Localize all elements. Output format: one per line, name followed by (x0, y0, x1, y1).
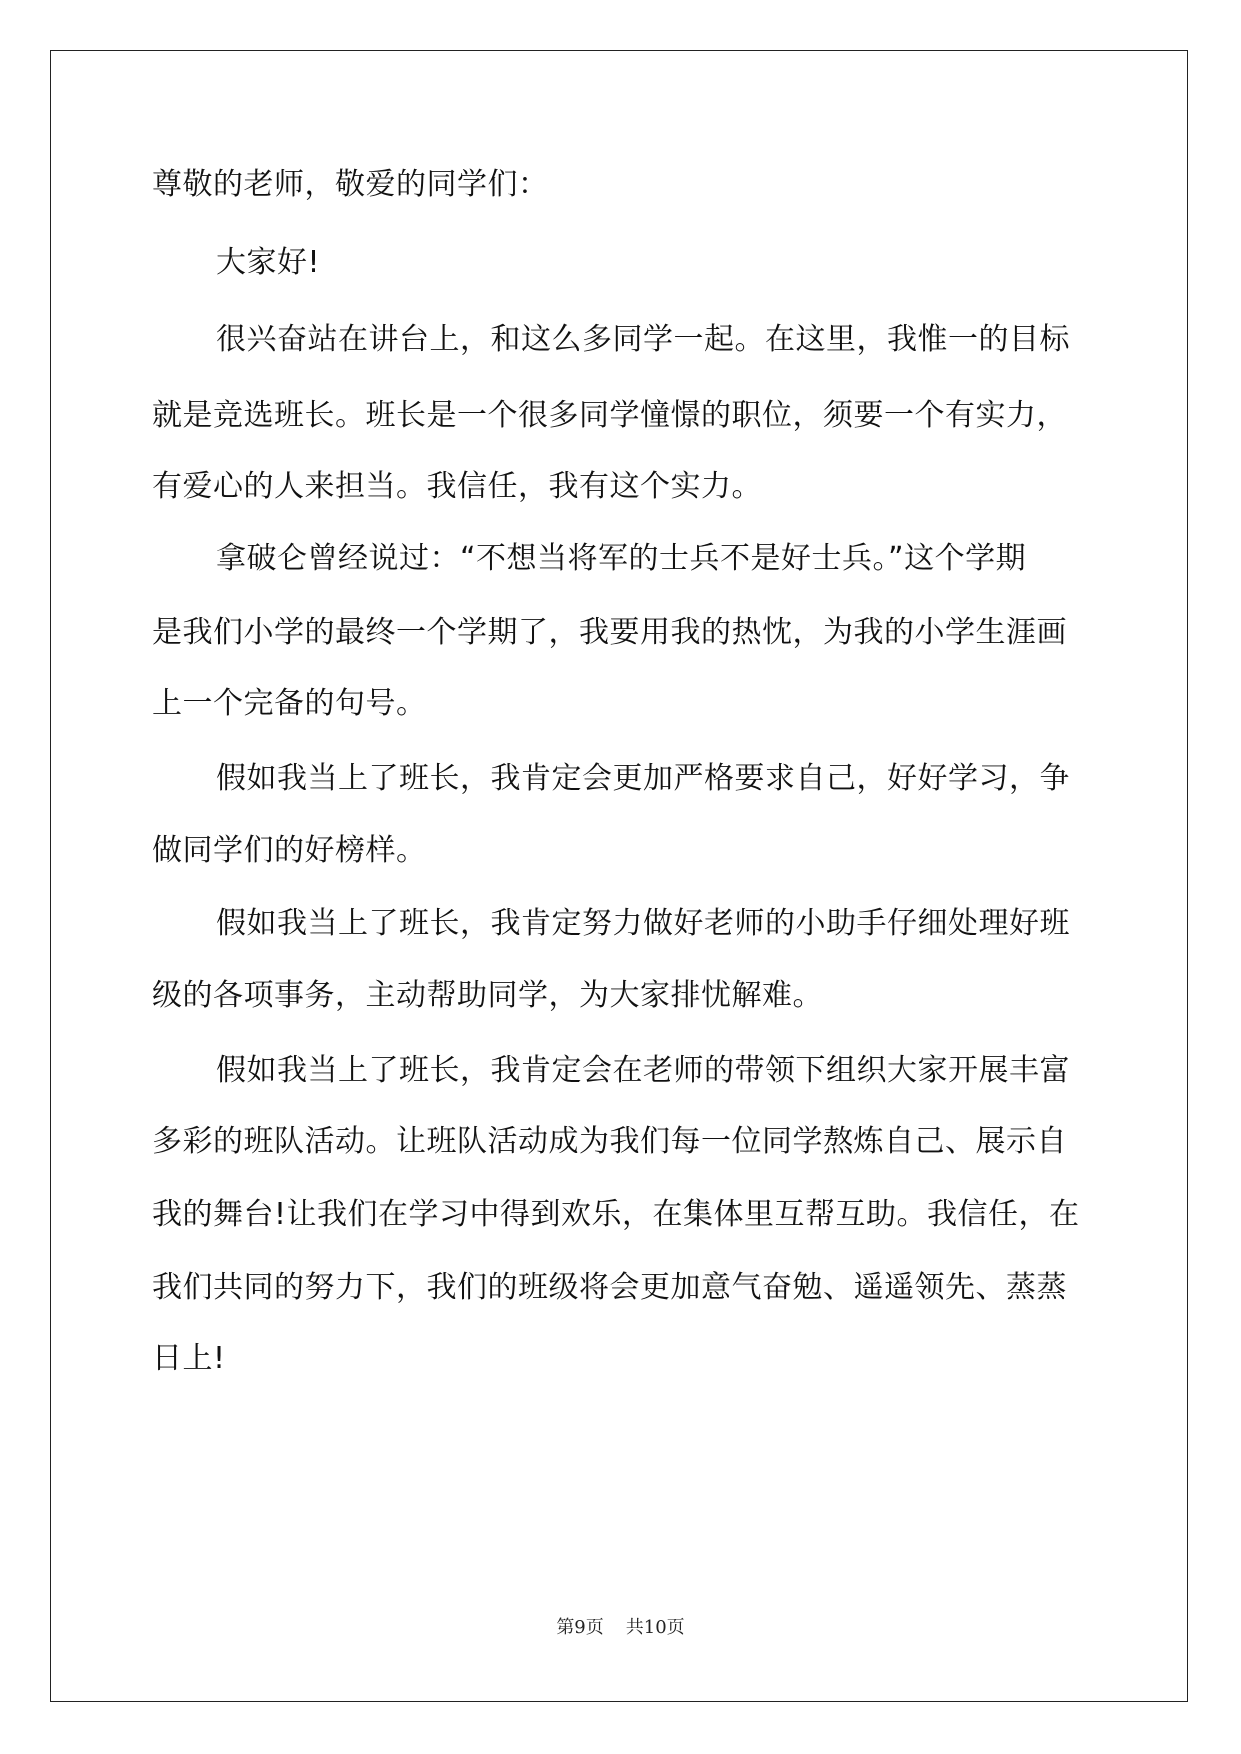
page-number: 第9页 (556, 1617, 604, 1638)
paragraph-2-line-3: 上一个完备的句号。 (152, 686, 427, 721)
paragraph-5-line-2: 多彩的班队活动。让班队活动成为我们每一位同学熬炼自己、展示自 (152, 1124, 1067, 1159)
page-total: 共10页 (625, 1617, 685, 1638)
paragraph-5-line-5: 日上! (152, 1341, 226, 1376)
paragraph-1-line-2: 就是竞选班长。班长是一个很多同学憧憬的职位，须要一个有实力， (152, 398, 1067, 433)
paragraph-3-line-1: 假如我当上了班长，我肯定会更加严格要求自己，好好学习，争 (216, 761, 1070, 796)
paragraph-4-line-1: 假如我当上了班长，我肯定努力做好老师的小助手仔细处理好班 (216, 906, 1070, 941)
page-border (50, 50, 1188, 1702)
paragraph-1-line-3: 有爱心的人来担当。我信任，我有这个实力。 (152, 469, 762, 504)
paragraph-2-line-2: 是我们小学的最终一个学期了，我要用我的热忱，为我的小学生涯画 (152, 615, 1067, 650)
page-footer (0, 1613, 1241, 1639)
paragraph-4-line-2: 级的各项事务，主动帮助同学，为大家排忧解难。 (152, 978, 823, 1013)
paragraph-5-line-3: 我的舞台!让我们在学习中得到欢乐，在集体里互帮互助。我信任，在 (152, 1197, 1080, 1232)
paragraph-2-line-1: 拿破仑曾经说过：“不想当将军的士兵不是好士兵。”这个学期 (216, 541, 1027, 576)
paragraph-5-line-1: 假如我当上了班长，我肯定会在老师的带领下组织大家开展丰富 (216, 1053, 1070, 1088)
salutation-line: 尊敬的老师，敬爱的同学们： (152, 167, 549, 202)
greeting-line: 大家好! (216, 245, 321, 280)
paragraph-3-line-2: 做同学们的好榜样。 (152, 833, 427, 868)
paragraph-5-line-4: 我们共同的努力下，我们的班级将会更加意气奋勉、遥遥领先、蒸蒸 (152, 1270, 1067, 1305)
paragraph-1-line-1: 很兴奋站在讲台上，和这么多同学一起。在这里，我惟一的目标 (216, 322, 1070, 357)
